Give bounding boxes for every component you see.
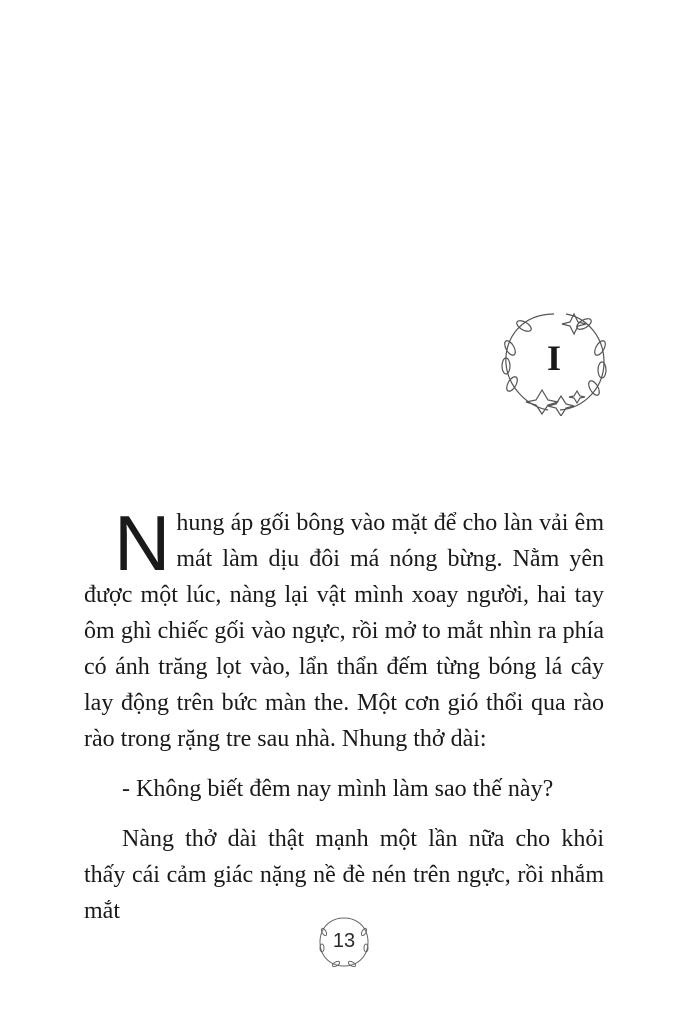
page-number: 13 <box>332 930 356 952</box>
dialogue-line: - Không biết đêm nay mình làm sao thế này? <box>122 776 554 802</box>
page-footer <box>316 914 372 970</box>
chapter-numeral: I <box>546 338 561 378</box>
paragraph-text: hung áp gối bông vào mặt để cho làn vải êm mát làm dịu đôi má nóng bừng. Nằm yên được một lúc, nàng lại vật mình xoay người, hai tay ôm ghì chiếc gối vào ngực, rồi mở to mắt nhìn ra phía có ánh trăng lọt vào, lẩn thẩn đếm từng bóng lá cây lay động trên bức màn the. Một cơn gió thổi qua rào rào trong rặng tre sau nhà. Nhung thở dài: <box>84 510 604 752</box>
paragraph <box>84 499 604 757</box>
chapter-heading <box>496 308 612 416</box>
drop-cap: N <box>114 499 171 587</box>
paragraph: Nàng thở dài thật mạnh một lần nữa cho khỏi thấy cái cảm giác nặng nề đè nén trên ngực, rồi nhắm mắt <box>84 826 604 924</box>
chapter-body <box>84 499 604 929</box>
